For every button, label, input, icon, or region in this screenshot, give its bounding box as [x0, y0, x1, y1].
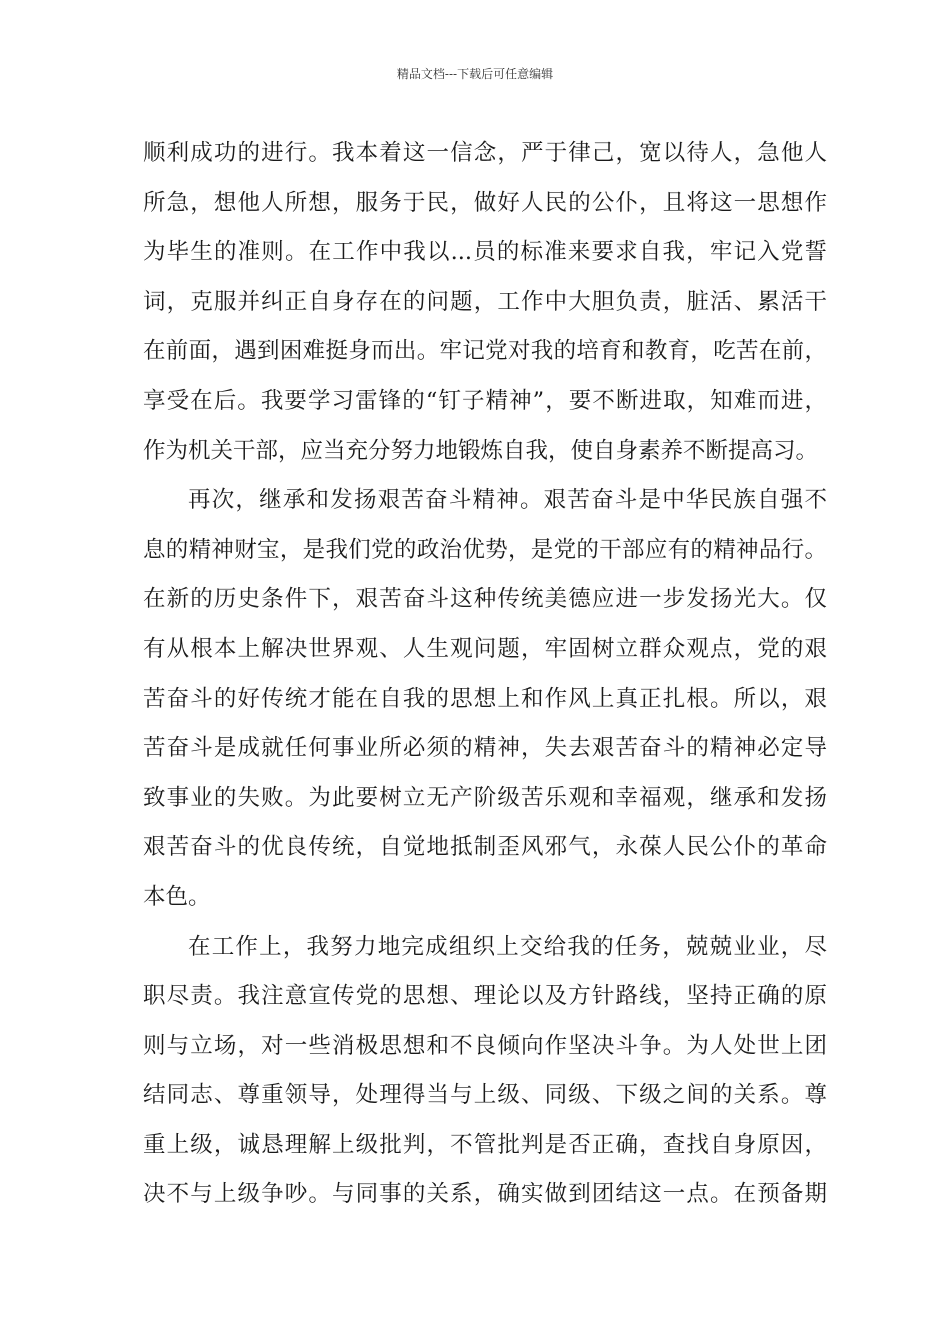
- body-line: 在工作上，我努力地完成组织上交给我的任务，兢兢业业，尽: [188, 933, 827, 960]
- body-line: 则与立场，对一些消极思想和不良倾向作坚决斗争。为人处世上团: [143, 1032, 827, 1059]
- body-line: 顺利成功的进行。我本着这一信念，严于律己，宽以待人，急他人: [143, 140, 827, 166]
- body-line: 致事业的失败。为此要树立无产阶级苦乐观和幸福观，继承和发扬: [143, 784, 827, 811]
- body-line: 有从根本上解决世界观、人生观问题，牢固树立群众观点，党的艰: [143, 635, 827, 662]
- body-line: 苦奋斗是成就任何事业所必须的精神，失去艰苦奋斗的精神必定导: [143, 735, 827, 762]
- body-line: 重上级，诚恳理解上级批判，不管批判是否正确，查找自身原因，: [143, 1131, 827, 1158]
- body-line: 职尽责。我注意宣传党的思想、理论以及方针路线，坚持正确的原: [143, 983, 827, 1010]
- body-line: 为毕生的准则。在工作中我以...员的标准来要求自我，牢记入党誓: [143, 239, 827, 266]
- body-line: 在新的历史条件下，艰苦奋斗这种传统美德应进一步发扬光大。仅: [143, 586, 827, 613]
- body-line: 词，克服并纠正自身存在的问题，工作中大胆负责，脏活、累活干: [143, 288, 827, 315]
- body-line: 再次，继承和发扬艰苦奋斗精神。艰苦奋斗是中华民族自强不: [188, 487, 827, 514]
- body-line: 享受在后。我要学习雷锋的“钉子精神”，要不断进取，知难而进，: [143, 387, 827, 414]
- body-line: 息的精神财宝，是我们党的政治优势，是党的干部应有的精神品行。: [143, 536, 827, 563]
- body-line: 本色。: [143, 883, 211, 910]
- body-line: 结同志、尊重领导，处理得当与上级、同级、下级之间的关系。尊: [143, 1082, 827, 1109]
- body-line: 所急，想他人所想，服务于民，做好人民的公仆，且将这一思想作: [143, 189, 827, 216]
- body-line: 决不与上级争吵。与同事的关系，确实做到团结这一点。在预备期: [143, 1181, 827, 1208]
- body-line: 艰苦奋斗的优良传统，自觉地抵制歪风邪气，永葆人民公仆的革命: [143, 834, 827, 861]
- body-line: 苦奋斗的好传统才能在自我的思想上和作风上真正扎根。所以，艰: [143, 685, 827, 712]
- document-body: [143, 129, 827, 1220]
- page-header: 精品文档---下载后可任意编辑: [396, 67, 554, 81]
- body-line: 在前面，遇到困难挺身而出。牢记党对我的培育和教育，吃苦在前，: [143, 338, 827, 365]
- body-line: 作为机关干部，应当充分努力地锻炼自我，使自身素养不断提高习。: [143, 437, 819, 464]
